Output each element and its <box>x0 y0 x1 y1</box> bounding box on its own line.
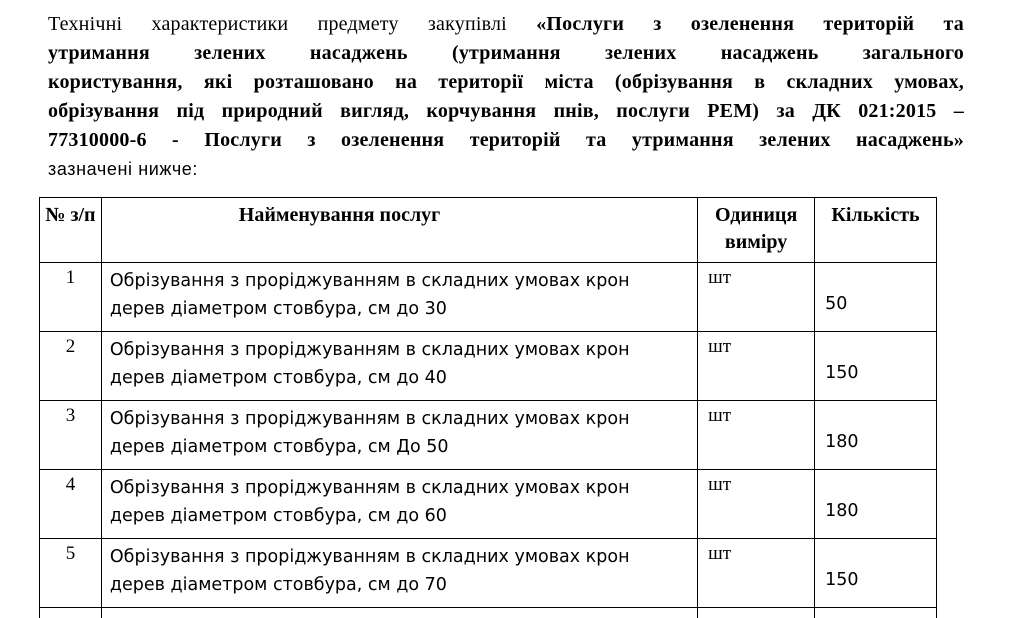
intro-line-1 <box>48 10 964 39</box>
row-name <box>101 401 697 470</box>
intro-line-5 <box>48 126 964 155</box>
row-qty: 150 <box>815 332 937 401</box>
partial-cell <box>40 608 102 618</box>
row-name-line-1: Обрізування з проріджуванням в складних умовах крон <box>109 409 630 429</box>
intro-line-2 <box>48 39 964 68</box>
row-unit: шт <box>698 332 815 401</box>
row-num: 2 <box>40 332 102 401</box>
table-row-partial <box>40 608 937 618</box>
partial-cell <box>815 608 937 618</box>
row-name <box>101 470 697 539</box>
row-name-line-2: дерев діаметром стовбура, см до 60 <box>109 506 447 526</box>
table-row <box>40 401 937 470</box>
row-name-line-1: Обрізування з проріджуванням в складних умовах крон <box>109 340 630 360</box>
header-num: № з/п <box>40 198 102 263</box>
table-row <box>40 263 937 332</box>
header-unit: Одиниця виміру <box>698 198 815 263</box>
row-qty: 180 <box>815 470 937 539</box>
intro-bold-line-5: 77310000-6 - Послуги з озеленення територій та утримання зелених насаджень» <box>48 129 964 151</box>
row-name-line-2: дерев діаметром стовбура, см до 70 <box>109 575 447 595</box>
intro-paragraph <box>48 10 964 184</box>
intro-line-4 <box>48 97 964 126</box>
table-row <box>40 332 937 401</box>
row-unit: шт <box>698 470 815 539</box>
row-name <box>101 263 697 332</box>
row-num: 1 <box>40 263 102 332</box>
row-qty: 50 <box>815 263 937 332</box>
header-qty: Кількість <box>815 198 937 263</box>
intro-bold-title: «Послуги з озеленення територій та <box>536 13 964 35</box>
row-name <box>101 539 697 608</box>
row-unit: шт <box>698 539 815 608</box>
row-num: 5 <box>40 539 102 608</box>
row-qty: 150 <box>815 539 937 608</box>
table-row <box>40 539 937 608</box>
partial-cell <box>101 608 697 618</box>
intro-closing-text: зазначені нижче: <box>48 159 199 179</box>
row-unit: шт <box>698 401 815 470</box>
partial-cell <box>698 608 815 618</box>
row-name <box>101 332 697 401</box>
table-row <box>40 470 937 539</box>
row-name-line-2: дерев діаметром стовбура, см До 50 <box>109 437 449 457</box>
row-num: 4 <box>40 470 102 539</box>
intro-line-3 <box>48 68 964 97</box>
row-qty: 180 <box>815 401 937 470</box>
row-name-line-2: дерев діаметром стовбура, см до 40 <box>109 368 447 388</box>
row-unit: шт <box>698 263 815 332</box>
row-name-line-1: Обрізування з проріджуванням в складних умовах крон <box>109 271 630 291</box>
intro-bold-line-3: користування, які розташовано на території міста (обрізування в складних умовах, <box>48 71 964 93</box>
row-num: 3 <box>40 401 102 470</box>
row-name-line-1: Обрізування з проріджуванням в складних умовах крон <box>109 547 630 567</box>
row-name-line-1: Обрізування з проріджуванням в складних умовах крон <box>109 478 630 498</box>
header-name: Найменування послуг <box>101 198 697 263</box>
intro-plain-text: Технічні характеристики предмету закупівлі <box>48 13 537 35</box>
row-name-line-2: дерев діаметром стовбура, см до 30 <box>109 299 447 319</box>
intro-line-6 <box>48 155 964 184</box>
services-table <box>39 197 937 618</box>
table-header-row <box>40 198 937 263</box>
intro-bold-line-4: обрізування під природний вигляд, корчування пнів, послуги РЕМ) за ДК 021:2015 – <box>48 100 964 122</box>
intro-bold-line-2: утримання зелених насаджень (утримання зелених насаджень загального <box>48 42 964 64</box>
